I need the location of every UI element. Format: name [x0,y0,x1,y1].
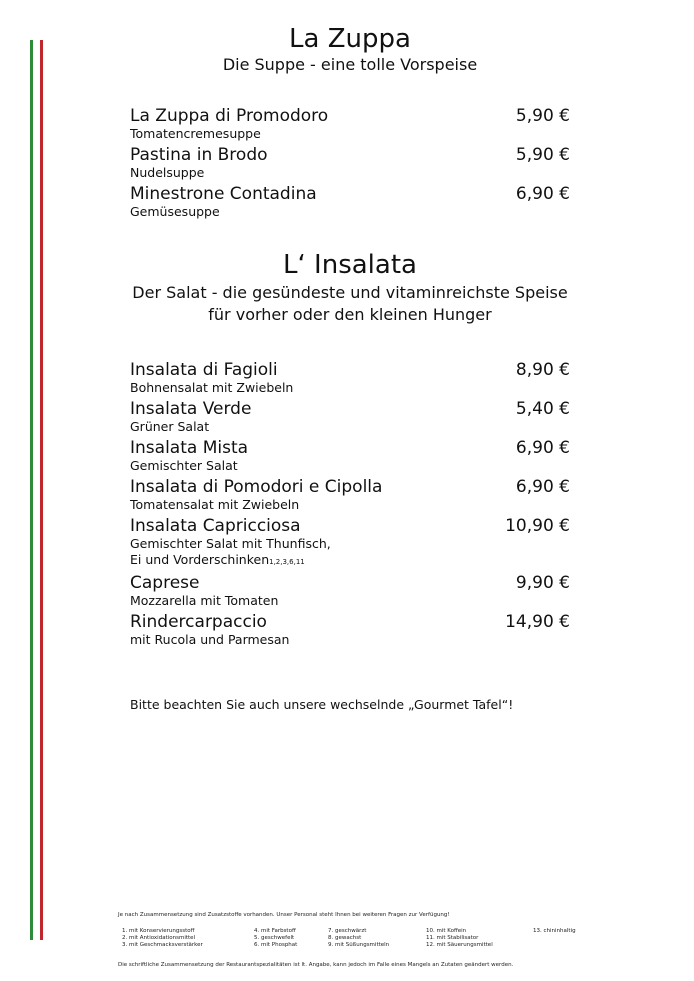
insalata-list [130,360,570,648]
menu-item [130,145,570,181]
additive-entry: 13. chininhaltig [533,928,576,934]
zuppa-title: La Zuppa [289,24,411,54]
item-description-text: Ei und Vorderschinken [130,552,270,567]
insalata-subtitle-1: Der Salat - die gesündeste und vitaminreichste Speise [132,283,568,302]
stripe-white [35,40,38,940]
insalata-subtitle-2: für vorher oder den kleinen Hunger [208,305,492,324]
item-description-2 [130,552,570,570]
additive-entry: 12. mit Säuerungsmittel [426,942,493,948]
zuppa-subtitle: Die Suppe - eine tolle Vorspeise [222,55,478,74]
item-description: Bohnensalat mit Zwiebeln [130,380,294,395]
additive-entry: 9. mit Süßungsmitteln [328,942,390,948]
item-name: Insalata di Pomodori e Cipolla [130,477,383,497]
item-name: Rindercarpaccio [130,612,267,632]
item-name: Minestrone Contadina [130,184,317,204]
menu-item [130,438,570,474]
item-name: La Zuppa di Promodoro [130,106,329,126]
additive-entry: 8. gewachst [328,935,362,941]
zuppa-list [130,106,570,220]
additives-col-1 [122,928,203,949]
additives-col-4 [426,928,493,949]
stripe-green [30,40,33,940]
item-price: 9,90 € [515,573,570,593]
item-price: 5,90 € [515,106,570,126]
menu-item [130,612,570,648]
menu-item [130,360,570,396]
item-price: 5,40 € [515,399,570,419]
additives-col-3 [328,928,389,949]
item-name: Insalata Capricciosa [130,516,301,536]
item-price: 8,90 € [515,360,570,380]
additive-entry: 10. mit Koffein [426,928,467,934]
additives-col-2 [254,928,297,949]
menu-item [130,573,570,609]
gourmet-note: Bitte beachten Sie auch unsere wechselnde „Gourmet Tafel“! [130,697,514,712]
zuppa-heading [50,24,650,76]
additive-entry: 5. geschwefelt [254,935,295,941]
menu-item [130,477,570,513]
insalata-heading [50,250,650,326]
additive-entry: 7. geschwärzt [328,928,367,934]
insalata-title: L‘ Insalata [283,250,417,280]
menu-item [130,106,570,142]
item-description: Gemischter Salat mit Thunfisch, [130,536,331,551]
additives-intro: Je nach Zusammensetzung sind Zusatzstoffe vorhanden. Unser Personal steht Ihnen bei weiteren Fragen zur Verfügung! [118,912,450,918]
item-description: Gemischter Salat [130,458,238,473]
item-price: 14,90 € [505,612,570,632]
stripe-red [40,40,43,940]
item-name: Insalata di Fagioli [130,360,278,380]
additive-entry: 3. mit Geschmacksverstärker [122,942,203,948]
item-name: Insalata Mista [130,438,249,458]
item-price: 6,90 € [515,438,570,458]
additive-entry: 6. mit Phosphat [254,942,298,948]
item-name: Pastina in Brodo [130,145,268,165]
item-name: Insalata Verde [130,399,252,419]
item-description: Mozzarella mit Tomaten [130,593,279,608]
menu-item [130,516,570,570]
item-description: Tomatencremesuppe [130,126,261,141]
disclaimer: Die schriftliche Zusammensetzung der Restaurantspezialitäten ist lt. Angabe, kann jedoch im Falle eines Mangels an Zutaten geändert werden. [118,962,514,968]
item-description: mit Rucola und Parmesan [130,632,290,647]
additive-entry: 11. mit Stabilisator [426,935,479,941]
item-price: 6,90 € [515,184,570,204]
item-price: 5,90 € [515,145,570,165]
item-description: Tomatensalat mit Zwiebeln [130,497,300,512]
item-price: 10,90 € [505,516,570,536]
item-description: Grüner Salat [130,419,210,434]
additives-col-5 [533,928,576,935]
additive-numbers: 1,2,3,6,11 [269,558,305,566]
menu-item [130,184,570,220]
additive-entry: 1. mit Konservierungsstoff [122,928,195,934]
menu-item [130,399,570,435]
item-name: Caprese [130,573,200,593]
item-price: 6,90 € [515,477,570,497]
item-description: Nudelsuppe [130,165,205,180]
additive-entry: 4. mit Farbstoff [254,928,296,934]
item-description: Gemüsesuppe [130,204,220,219]
additive-entry: 2. mit Antioxidationsmittel [122,935,196,941]
